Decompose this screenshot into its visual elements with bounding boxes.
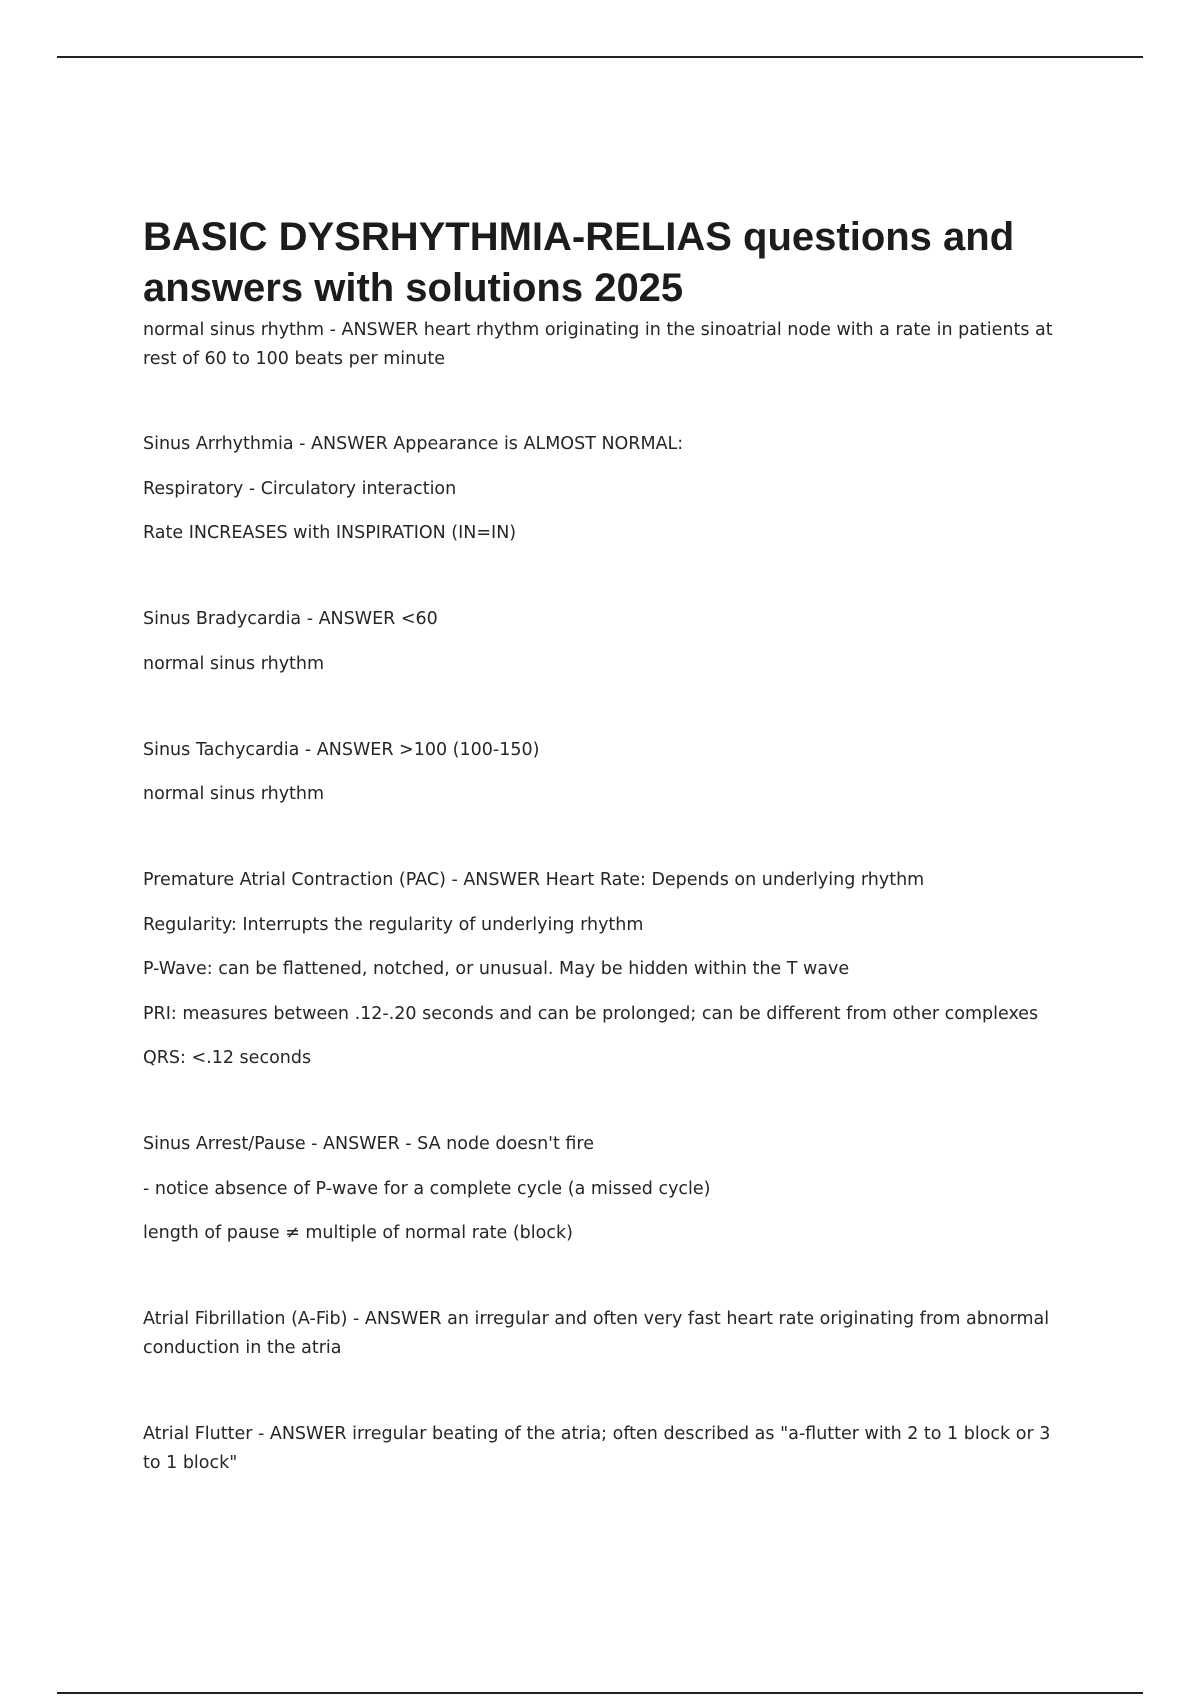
- entry-sinus-tachycardia: [143, 736, 1058, 809]
- top-rule: [57, 56, 1143, 58]
- entry-premature-atrial-contraction: [143, 866, 1058, 1072]
- entry-line: normal sinus rhythm: [143, 784, 325, 804]
- entry-line: - notice absence of P-wave for a complete cycle (a missed cycle): [143, 1178, 711, 1199]
- entry-line: Sinus Bradycardia - ANSWER <60: [143, 609, 438, 629]
- entry-line: Atrial Fibrillation (A-Fib) - ANSWER an irregular and often very fast heart rate originating from abnormal conduction in the atria: [143, 1309, 1050, 1358]
- entry-line: PRI: measures between .12-.20 seconds and can be prolonged; can be different from other complexes: [143, 1003, 1039, 1024]
- entry-atrial-flutter: [143, 1420, 1058, 1477]
- entry-line: normal sinus rhythm: [143, 653, 325, 674]
- entry-line: Premature Atrial Contraction (PAC) - ANSWER Heart Rate: Depends on underlying rhythm: [143, 870, 925, 890]
- entry-line: P-Wave: can be flattened, notched, or unusual. May be hidden within the T wave: [143, 959, 850, 979]
- bottom-rule: [57, 1692, 1143, 1694]
- entry-line: Sinus Tachycardia - ANSWER >100 (100-150): [143, 739, 540, 760]
- entry-line: QRS: <.12 seconds: [143, 1048, 312, 1068]
- entry-line: Regularity: Interrupts the regularity of underlying rhythm: [143, 914, 644, 935]
- entry-line: Rate INCREASES with INSPIRATION (IN=IN): [143, 523, 517, 543]
- entry-atrial-fibrillation: [143, 1305, 1058, 1362]
- document-body: [143, 212, 1058, 1477]
- entry-sinus-arrhythmia: [143, 430, 1058, 547]
- entry-line: Respiratory - Circulatory interaction: [143, 478, 457, 499]
- entry-line: Sinus Arrest/Pause - ANSWER - SA node doesn't fire: [143, 1134, 595, 1154]
- entry-sinus-bradycardia: [143, 605, 1058, 678]
- intro-answer: normal sinus rhythm - ANSWER heart rhythm originating in the sinoatrial node with a rate in patients at rest of 60 to 100 beats per minute: [143, 320, 1053, 369]
- document-title: BASIC DYSRHYTHMIA-RELIAS questions and answers with solutions 2025: [143, 215, 1015, 310]
- entry-line: Sinus Arrhythmia - ANSWER Appearance is ALMOST NORMAL:: [143, 434, 684, 454]
- entry-line: length of pause ≠ multiple of normal rate (block): [143, 1223, 573, 1243]
- entry-sinus-arrest-pause: [143, 1130, 1058, 1247]
- entry-line: Atrial Flutter - ANSWER irregular beating of the atria; often described as "a-flutter with 2 to 1 block or 3 to 1 block": [143, 1424, 1051, 1473]
